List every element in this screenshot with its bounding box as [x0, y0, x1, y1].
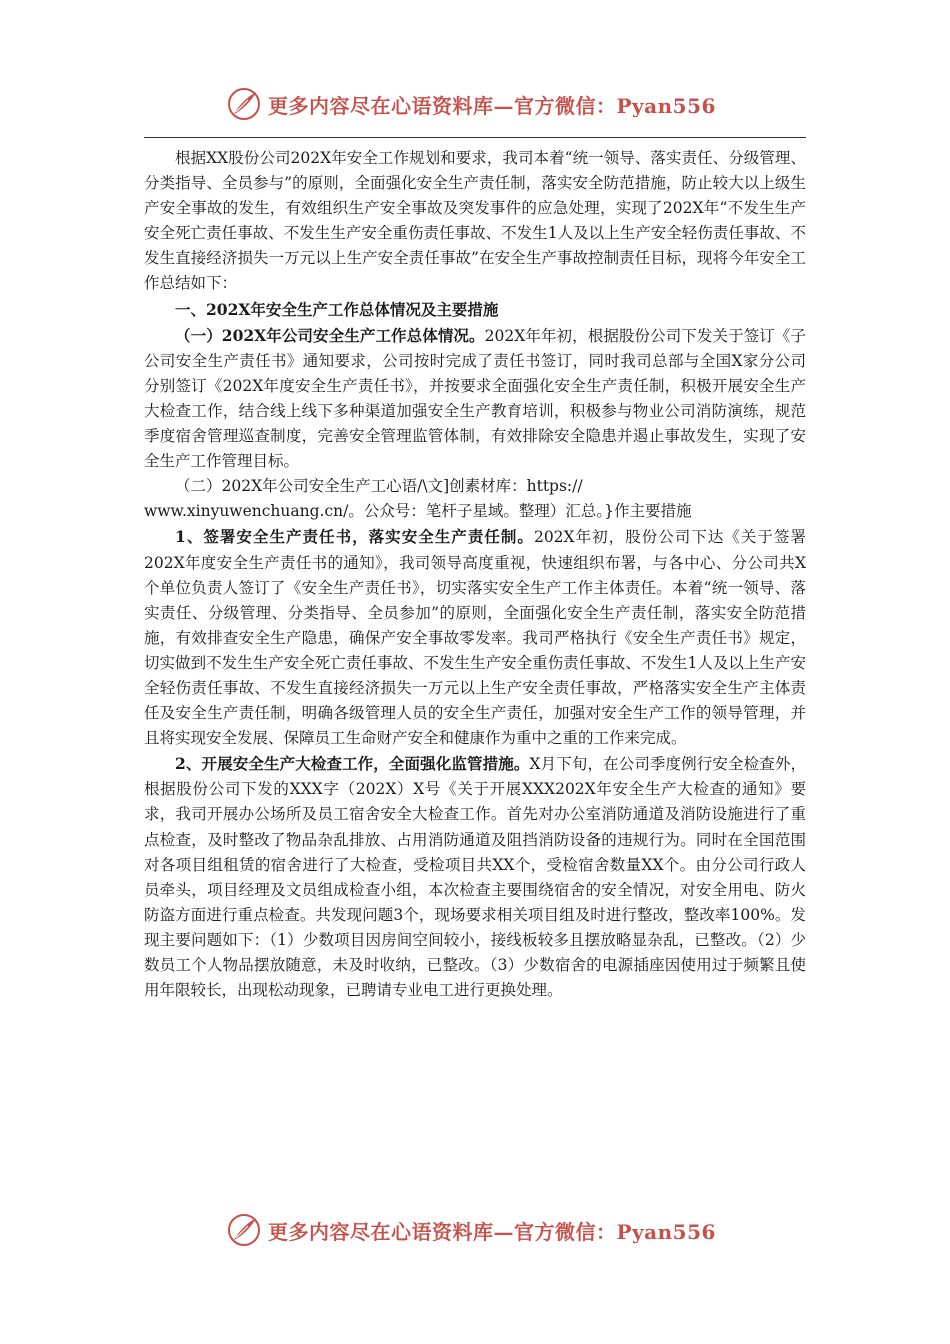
- subheading-overview: （一）202X年公司安全生产工作总体情况。: [175, 325, 485, 345]
- section-heading: 一、202X年安全生产工作总体情况及主要措施: [175, 299, 499, 319]
- paragraph-measures-line1: （二）202X年公司安全生产工心语/\文]创素材库：https://: [175, 477, 583, 496]
- quill-logo-icon: [226, 1212, 262, 1248]
- subheading-inspection: 2、开展安全生产大检查工作，全面强化监管措施。: [175, 754, 530, 774]
- footer-banner: [226, 1210, 716, 1250]
- paragraph-responsibility: 1、签署安全生产责任书，落实安全生产责任制。202X年初，股份公司下达《关于签署202X年度安全生产责任书的通知》，我司领导高度重视，快速组织布署，与各中心、分公司共X个单位负责人签订了《安全生产责任书》，切实落实安全生产工作主体责任。本着“统一领导、落实责任、分级管理、分类指导、全员参加”的原则，全面强化安全生产责任制，落实安全防范措施，有效排查安全生产隐患，确保产安全事故零发率。我司严格执行《安全生产责任书》规定，切实做到不发生生产安全死亡责任事故、不发生生产安全重伤责任事故、不发生1人及以上生产安全轻伤责任事故、不发生直接经济损失一万元以上生产安全责任事故，严格落实安全生产主体责任及安全生产责任制，明确各级管理人员的安全生产责任，加强对安全生产工作的领导管理，并且将实现安全发展、保障员工生命财产安全和健康作为重中之重的工作来完成。: [144, 527, 806, 748]
- intro-paragraph: 根据XX股份公司202X年安全工作规划和要求，我司本着“统一领导、落实责任、分级管理、分类指导、全员参与”的原则，全面强化安全生产责任制，落实安全防范措施，防止较大以上级生产安全事故的发生，有效组织生产安全事故及突发事件的应急处理，实现了202X年“不发生生产安全死亡责任事故、不发生生产安全重伤责任事故、不发生1人及以上生产安全轻伤责任事故、不发生直接经济损失一万元以上生产安全责任事故”在安全生产事故控制责任目标，现将今年安全工作总结如下：: [144, 149, 806, 293]
- header-banner: [226, 84, 716, 124]
- banner-text: 更多内容尽在心语资料库—官方微信：Pyan556: [268, 93, 716, 118]
- quill-logo-icon: [226, 86, 262, 122]
- paragraph-overview: （一）202X年公司安全生产工作总体情况。202X年年初，根据股份公司下发关于签订《子公司安全生产责任书》通知要求，公司按时完成了责任书签订，同时我司总部与全国X家分公司分别签订《202X年度安全生产责任书》，并按要求全面强化安全生产责任制，积极开展安全生产大检查工作，结合线上线下多种渠道加强安全生产教育培训，积极参与物业公司消防演练，规范季度宿舍管理巡查制度，完善安全管理监管体制，有效排除安全隐患并遏止事故发生，实现了安全生产工作管理目标。: [144, 325, 806, 471]
- document-body: [144, 146, 806, 1003]
- header-divider: [144, 137, 806, 138]
- banner-text: 更多内容尽在心语资料库—官方微信：Pyan556: [268, 1219, 716, 1244]
- paragraph-inspection: 2、开展安全生产大检查工作，全面强化监管措施。X月下旬，在公司季度例行安全检查外，根据股份公司下发的XXX字（202X）X号《关于开展XXX202X年安全生产大检查的通知》要求，我司开展办公场所及员工宿舍安全大检查工作。首先对办公室消防通道及消防设施进行了重点检查，及时整改了物品杂乱排放、占用消防通道及阻挡消防设备的违规行为。同时在全国范围对各项目组租赁的宿舍进行了大检查，受检项目共XX个，受检宿舍数量XX个。由分公司行政人员牵头，项目经理及文员组成检查小组，本次检查主要围绕宿舍的安全情况，对安全用电、防火防盗方面进行重点检查。共发现问题3个，现场要求相关项目组及时进行整改，整改率100%。发现主要问题如下：（1）少数项目因房间空间较小，接线板较多且摆放略显杂乱，已整改。（2）少数员工个人物品摆放随意，未及时收纳，已整改。（3）少数宿舍的电源插座因使用过于频繁且使用年限较长，出现松动现象，已聘请专业电工进行更换处理。: [144, 754, 806, 1000]
- paragraph-measures-line2: www.xinyuwenchuang.cn/。公众号：笔杆子星域。整理）汇总。}作主要措施: [144, 502, 692, 521]
- subheading-responsibility: 1、签署安全生产责任书，落实安全生产责任制。: [175, 527, 534, 547]
